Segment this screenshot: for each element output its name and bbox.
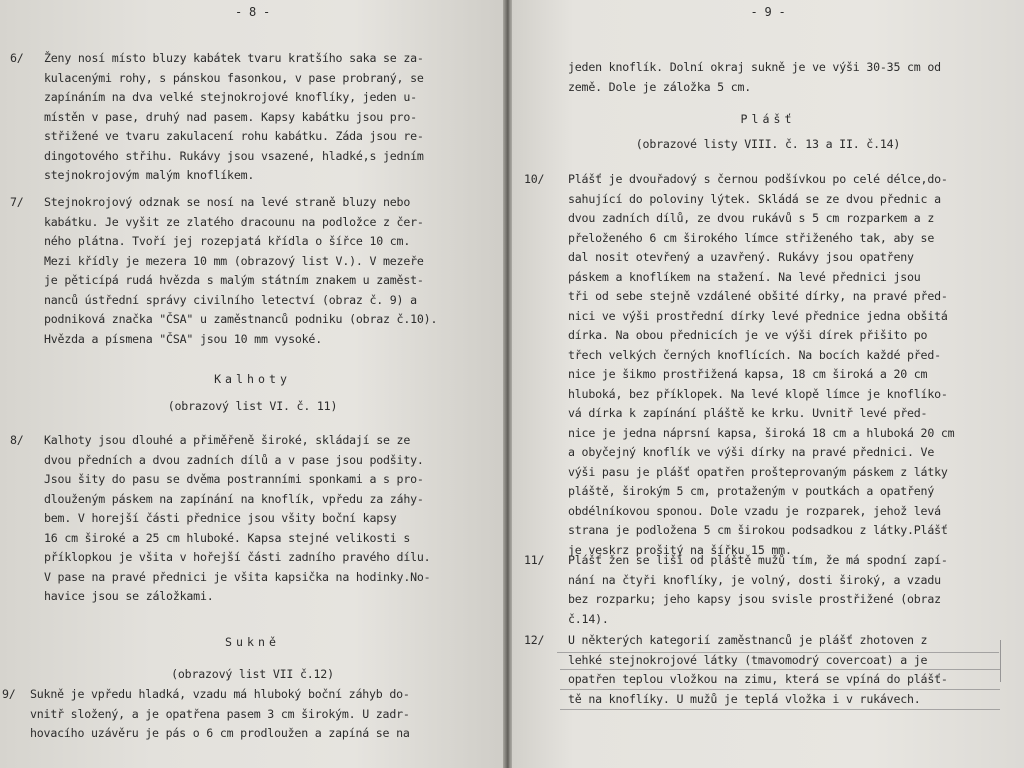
- text-line: U některých kategorií zaměstnanců je plášť zhotoven z: [568, 633, 928, 647]
- text-line: pláště, širokým 5 cm, protaženým v poutkách a opatřený: [568, 484, 935, 498]
- text-line: Kalhoty jsou dlouhé a přiměřeně široké, skládají se ze: [44, 433, 411, 447]
- text-line: hovacího uzávěru je pás o 6 cm prodloužen a zapíná se na: [30, 726, 410, 740]
- section-subheading-plast: (obrazové listy VIII. č. 13 a II. č.14): [635, 137, 901, 151]
- paragraph-number: 12/: [524, 633, 545, 647]
- text-line: nice je jedna náprsní kapsa, široká 18 cm a hluboká 20 cm: [568, 425, 955, 440]
- text-line: hluboká, bez příklopek. Na levé klopě límce je knoflíko-: [568, 386, 948, 401]
- text-line: kabátku. Je vyšit ze zlatého dracounu na podložce z čer-: [44, 214, 424, 229]
- section-heading-sukne: Sukně: [225, 635, 280, 649]
- text-line: dvou zadních dílů, ze dvou rukávů s 5 cm rozparkem a z: [568, 211, 935, 225]
- paragraph-7: [10, 193, 438, 349]
- text-line: bem. V horejší části přednice jsou všity boční kapsy: [44, 511, 397, 525]
- text-line: páskem a knoflíkem na stažení. Na levé přednici jsou: [568, 269, 921, 284]
- text-line: nice je šikmo prostřižená kapsa, 18 cm široká a 20 cm: [568, 367, 928, 381]
- text-line: stejnokrojovým malým knoflíkem.: [44, 168, 255, 182]
- section-subheading-sukne: (obrazový list VII č.12): [171, 667, 334, 681]
- paragraph-number: 7/: [10, 195, 24, 209]
- text-line: střižené ve tvaru zakulacení rohu kabátku. Záda jsou re-: [44, 129, 424, 143]
- text-line: strana je podložena 5 cm širokou podsadkou z látky.Plášť: [568, 523, 948, 537]
- text-line: jeden knoflík. Dolní okraj sukně je ve výši 30-35 cm od: [568, 60, 941, 74]
- paragraph-12: [524, 631, 948, 709]
- text-line: Stejnokrojový odznak se nosí na levé straně bluzy nebo: [44, 195, 411, 209]
- paragraph-8: [10, 431, 431, 607]
- text-line: vnitř složený, a je opatřena pasem 3 cm širokým. U zadr-: [30, 706, 410, 721]
- paragraph-number: 6/: [10, 51, 24, 65]
- text-line: tři od sebe stejně vzdálené obšité dírky, na pravé před-: [568, 289, 948, 303]
- text-line: podniková značka "ČSA" u zaměstnanců podniku (obraz č.10).: [44, 312, 438, 326]
- text-line: lehké stejnokrojové látky (tmavomodrý covercoat) a je: [568, 652, 928, 667]
- paragraph-11: [524, 551, 948, 629]
- paragraph-6: [10, 49, 424, 186]
- text-line: obdélníkovou sponou. Dole vzadu je rozparek, jehož levá: [568, 503, 941, 518]
- page-number: - 9 -: [750, 5, 786, 19]
- text-line: Hvězda a písmena "ČSA" jsou 10 mm vysoké.: [44, 331, 322, 346]
- text-line: 16 cm široké a 25 cm hluboké. Kapsa stejné velikosti s: [44, 530, 411, 545]
- text-line: havice jsou se záložkami.: [44, 589, 214, 603]
- text-line: výši pasu je plášť opatřen prošteprovaným páskem z látky: [568, 464, 948, 479]
- text-line: opatřen teplou vložkou na zimu, která se vpíná do plášť-: [568, 672, 948, 686]
- left-page: [0, 0, 505, 768]
- text-line: tě na knoflíky. U mužů je teplá vložka i v rukávech.: [568, 691, 921, 706]
- text-line: země. Dole je záložka 5 cm.: [568, 79, 752, 94]
- text-line: nici ve výši prostřední dírky levé přednice jedna obšitá: [568, 308, 948, 323]
- text-line: místěn v pase, druhý nad pasem. Kapsy kabátku jsou pro-: [44, 109, 417, 124]
- section-heading-plast: Plášť: [740, 112, 796, 126]
- text-line: a obyčejný knoflík ve výši dírky na pravé přednici. Ve: [568, 445, 935, 459]
- section-subheading-kalhoty: (obrazový list VI. č. 11): [167, 399, 338, 413]
- paragraph-number: 11/: [524, 553, 545, 567]
- paragraph-9-continuation: [568, 58, 941, 97]
- text-line: kulacenými rohy, s pánskou fasonkou, v pase probraný, se: [44, 70, 424, 85]
- text-line: přeloženého 6 cm širokého límce střiženého tak, aby se: [568, 230, 935, 245]
- text-line: třech velkých černých knoflících. Na bocích každé před-: [568, 347, 941, 362]
- section-heading-kalhoty: Kalhoty: [214, 372, 291, 386]
- paragraph-number: 10/: [524, 172, 545, 186]
- pencil-margin-mark: [1000, 640, 1001, 682]
- text-line: bez rozparku; jeho kapsy jsou svisle prostřižené (obraz: [568, 592, 941, 606]
- text-line: příklopkou je všita v hořejší části zadního pravého dílu.: [44, 550, 431, 564]
- text-line: je veskrz prošitý na šířku 15 mm.: [568, 542, 792, 557]
- right-page: [512, 0, 1024, 768]
- text-line: dal nosit otevřený a uzavřený. Rukávy jsou opatřeny: [568, 250, 914, 264]
- text-line: je pěticípá rudá hvězda s malým státním znakem u zaměst-: [44, 273, 424, 287]
- text-line: dvou předních a dvou zadních dílů a v pase jsou podšity.: [44, 452, 424, 467]
- text-line: nání na čtyři knoflíky, je volný, dosti široký, a vzadu: [568, 572, 941, 587]
- text-line: ného plátna. Tvoří jej rozepjatá křídla o šířce 10 cm.: [44, 234, 411, 248]
- text-line: dingotového střihu. Rukávy jsou vsazené, hladké,s jedním: [44, 148, 424, 163]
- text-line: dírka. Na obou přednicích je ve výši dírek přišito po: [568, 328, 928, 342]
- text-line: Ženy nosí místo bluzy kabátek tvaru kratšího saka se za-: [44, 51, 424, 65]
- text-line: zapínáním na dva velké stejnokrojové knoflíky, jeden u-: [44, 90, 417, 104]
- text-line: Mezi křídly je mezera 10 mm (obrazový list V.). V mezeře: [44, 253, 424, 268]
- text-line: dlouženým páskem na zapínání na knoflík, vpředu za záhy-: [44, 491, 424, 506]
- text-line: Plášť žen se liší od pláště mužů tím, že má spodní zapí-: [568, 553, 948, 567]
- text-line: vá dírka k zapínání pláště ke krku. Uvnitř levé před-: [568, 406, 928, 420]
- paragraph-number: 9/: [2, 687, 16, 701]
- text-line: č.14).: [568, 611, 609, 626]
- page-number: - 8 -: [234, 5, 271, 19]
- text-line: nanců ústřední správy civilního letectví (obraz č. 9) a: [44, 292, 417, 307]
- text-line: sahující do poloviny lýtek. Skládá se ze dvou přednic a: [568, 191, 941, 206]
- paragraph-9: [2, 685, 410, 744]
- text-line: Plášť je dvouřadový s černou podšívkou po celé délce,do-: [568, 172, 948, 186]
- paragraph-number: 8/: [10, 433, 24, 447]
- text-line: V pase na pravé přednici je všita kapsička na hodinky.No-: [44, 569, 431, 584]
- text-line: Sukně je vpředu hladká, vzadu má hluboký boční záhyb do-: [30, 687, 410, 701]
- text-line: Jsou šity do pasu se dvěma postranními sponkami a s pro-: [44, 472, 424, 486]
- pencil-underline: [560, 709, 1000, 710]
